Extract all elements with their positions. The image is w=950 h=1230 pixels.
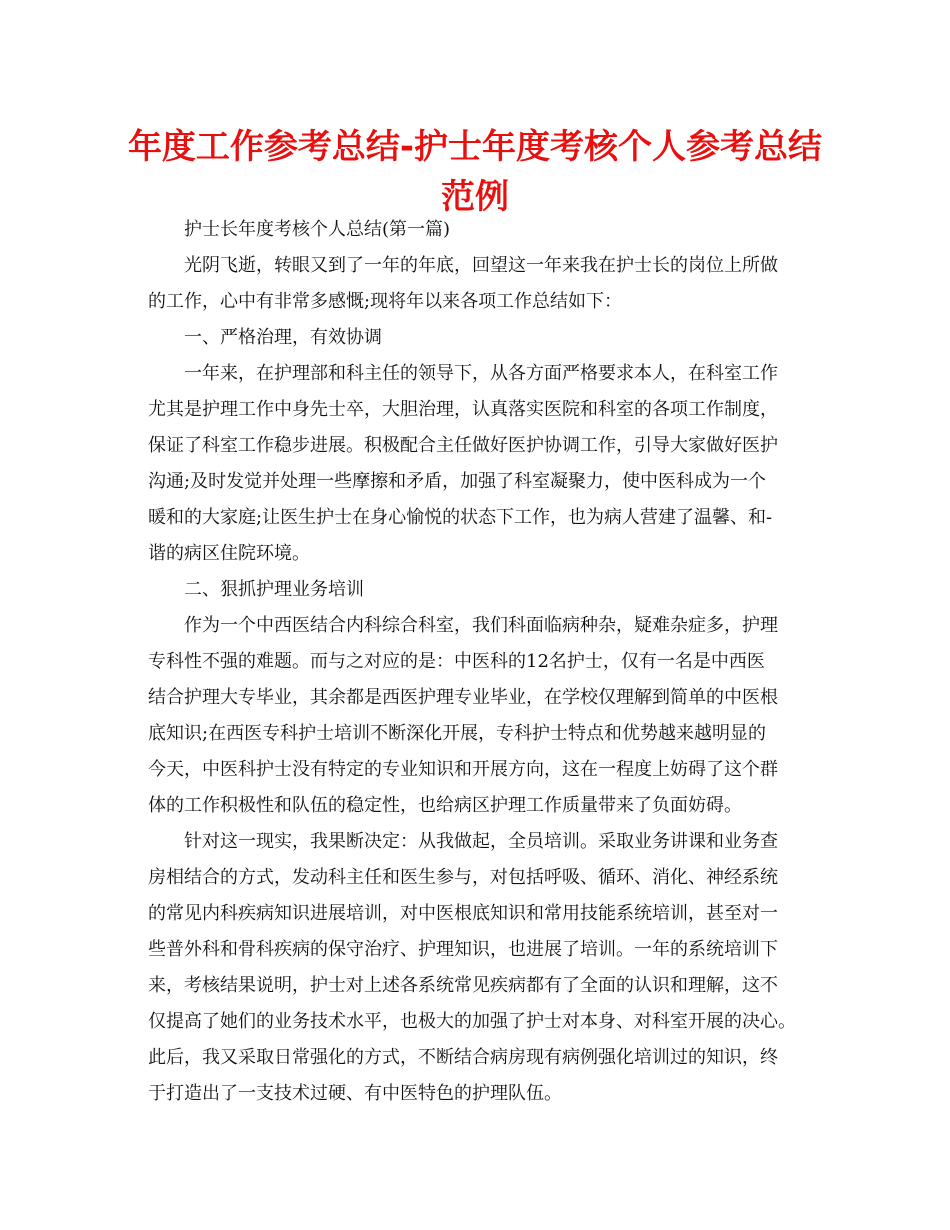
paragraph-line: 底知识;在西医专科护士培训不断深化开展，专科护士特点和优势越来越明显的 bbox=[148, 723, 767, 744]
paragraph-line: 此后，我又采取日常强化的方式，不断结合病房现有病例强化培训过的知识，终 bbox=[148, 1047, 778, 1068]
paragraph-line: 些普外科和骨科疾病的保守治疗、护理知识，也进展了培训。一年的系统培训下 bbox=[148, 939, 778, 960]
paragraph-line: 体的工作积极性和队伍的稳定性，也给病区护理工作质量带来了负面妨碍。 bbox=[148, 795, 742, 816]
paragraph-line: 谐的病区住院环境。 bbox=[148, 543, 310, 564]
paragraph-line: 沟通;及时发觉并处理一些摩擦和矛盾，加强了科室凝聚力，使中医科成为一个 bbox=[148, 471, 767, 492]
paragraph-line: 于打造出了一支技术过硬、有中医特色的护理队伍。 bbox=[148, 1083, 562, 1104]
title-line-1: 年度工作参考总结-护士年度考核个人参考总结 bbox=[127, 127, 823, 167]
paragraph-line: 暖和的大家庭;让医生护士在身心愉悦的状态下工作，也为病人营建了温馨、和- bbox=[148, 507, 773, 528]
section-heading: 护士长年度考核个人总结(第一篇) bbox=[184, 219, 451, 240]
paragraph-line: 光阴飞逝，转眼又到了一年的年底，回望这一年来我在护士长的岗位上所做 bbox=[184, 255, 778, 276]
paragraph-line: 来，考核结果说明，护士对上述各系统常见疾病都有了全面的认识和理解，这不 bbox=[148, 975, 778, 996]
paragraph-line: 今天，中医科护士没有特定的专业知识和开展方向，这在一程度上妨碍了这个群 bbox=[148, 759, 778, 780]
paragraph-line: 尤其是护理工作中身先士卒，大胆治理，认真落实医院和科室的各项工作制度， bbox=[148, 399, 778, 420]
section-heading: 一、严格治理，有效协调 bbox=[184, 327, 382, 348]
paragraph-line: 房相结合的方式，发动科主任和医生参与，对包括呼吸、循环、消化、神经系统 bbox=[148, 867, 778, 888]
paragraph-line: 作为一个中西医结合内科综合科室，我们科面临病种杂，疑难杂症多，护理 bbox=[184, 615, 778, 636]
paragraph-line: 保证了科室工作稳步进展。积极配合主任做好医护协调工作，引导大家做好医护 bbox=[148, 435, 778, 456]
section-heading: 二、狠抓护理业务培训 bbox=[184, 579, 364, 600]
paragraph-line: 一年来，在护理部和科主任的领导下，从各方面严格要求本人，在科室工作 bbox=[184, 363, 778, 384]
paragraph-line: 结合护理大专毕业，其余都是西医护理专业毕业，在学校仅理解到简单的中医根 bbox=[148, 687, 778, 708]
paragraph-line: 针对这一现实，我果断决定：从我做起，全员培训。采取业务讲课和业务查 bbox=[184, 831, 778, 852]
title-line-2: 范例 bbox=[441, 177, 509, 217]
paragraph-line: 仅提高了她们的业务技术水平，也极大的加强了护士对本身、对科室开展的决心。 bbox=[148, 1011, 796, 1032]
paragraph-line: 的工作，心中有非常多感慨;现将年以来各项工作总结如下： bbox=[148, 291, 623, 312]
document-title bbox=[100, 122, 850, 222]
paragraph-line: 的常见内科疾病知识进展培训，对中医根底知识和常用技能系统培训，甚至对一 bbox=[148, 903, 778, 924]
document-body bbox=[148, 212, 808, 1112]
paragraph-line: 专科性不强的难题。而与之对应的是：中医科的12名护士，仅有一名是中西医 bbox=[148, 651, 765, 672]
